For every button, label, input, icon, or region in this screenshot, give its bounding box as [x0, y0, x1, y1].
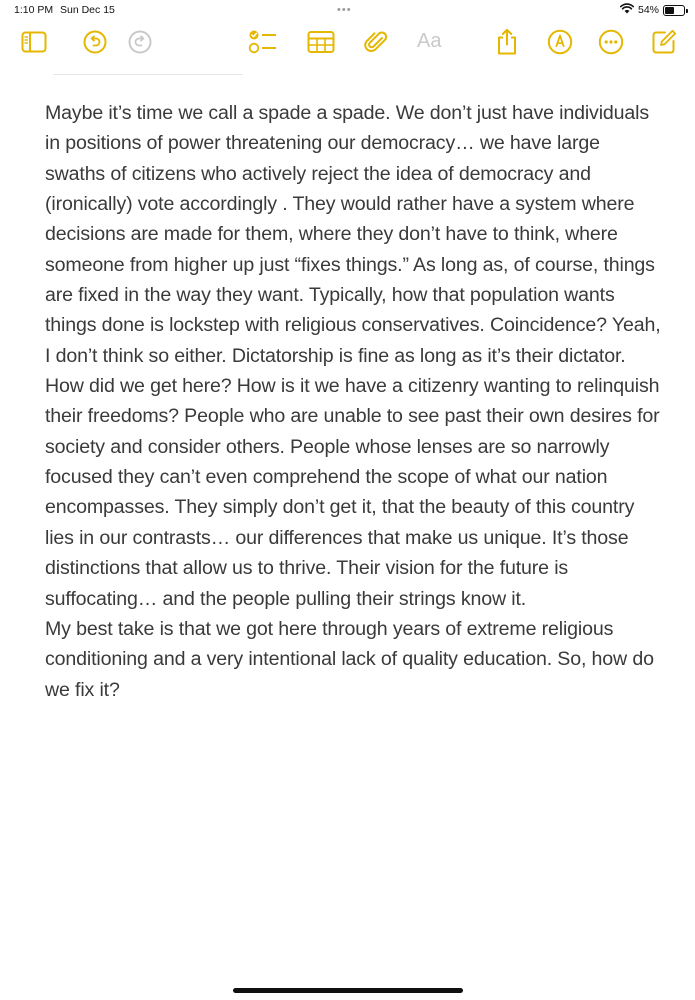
undo-button[interactable]	[81, 28, 109, 56]
sidebar-icon	[21, 31, 47, 53]
battery-icon	[663, 5, 685, 16]
table-button[interactable]	[307, 28, 335, 56]
wifi-icon	[620, 3, 634, 17]
compose-icon	[651, 29, 677, 55]
checklist-button[interactable]	[249, 28, 277, 56]
status-date: Sun Dec 15	[60, 4, 115, 16]
markup-button[interactable]	[546, 28, 574, 56]
undo-icon	[83, 30, 107, 54]
sidebar-button[interactable]	[20, 28, 48, 56]
note-paragraph: How did we get here? How is it we have a citizenry wanting to relinquish their freedoms? People who are unable to see past their own desires for society and consider others. People whose lenses are so narrowly focused they can’t even comprehend the scope of what our nation encompasses. They simply don’t get it, that the beauty of this country lies in our contrasts… our differences that make us unique. It’s those distinctions that allow us to thrive. Their vision for the future is suffocating… and the people pulling their strings know it.	[45, 375, 660, 610]
format-text-icon[interactable]: Aa	[417, 30, 442, 52]
status-time: 1:10 PM	[14, 4, 54, 16]
share-icon	[495, 28, 519, 56]
checklist-icon	[248, 29, 278, 55]
multitask-indicator[interactable]: •••	[337, 4, 352, 16]
table-icon	[307, 30, 335, 54]
share-button[interactable]	[493, 28, 521, 56]
compose-button[interactable]	[650, 28, 678, 56]
paperclip-icon	[363, 29, 389, 55]
note-paragraph: Maybe it’s time we call a spade a spade. We don’t just have individuals in positions of power threatening our democracy… we have large swaths of citizens who actively reject the idea of democracy and (ironically) vote accordingly . They would rather have a system where decisions are made for them, where they don’t have to think, where someone from higher up just “fixes things.” As long as, of course, things are fixed in the way they want. Typically, how that population wants things done is lockstep with religious conservatives. Coincidence? Yeah, I don’t think so either. Dictatorship is fine as long as it’s their dictator.	[45, 102, 661, 367]
redo-button[interactable]	[126, 28, 154, 56]
toolbar-divider	[53, 74, 243, 75]
notes-toolbar	[0, 22, 695, 62]
more-button[interactable]	[597, 28, 625, 56]
note-body[interactable]	[45, 98, 665, 705]
note-paragraph: My best take is that we got here through years of extreme religious conditioning and a very intentional lack of quality education. So, how do we fix it?	[45, 617, 654, 701]
markup-icon	[547, 29, 573, 55]
home-indicator[interactable]	[233, 988, 463, 993]
status-right	[620, 3, 685, 17]
attachment-button[interactable]	[362, 28, 390, 56]
redo-icon	[128, 30, 152, 54]
more-icon	[598, 29, 624, 55]
battery-percent: 54%	[637, 4, 659, 16]
status-bar	[0, 0, 695, 22]
